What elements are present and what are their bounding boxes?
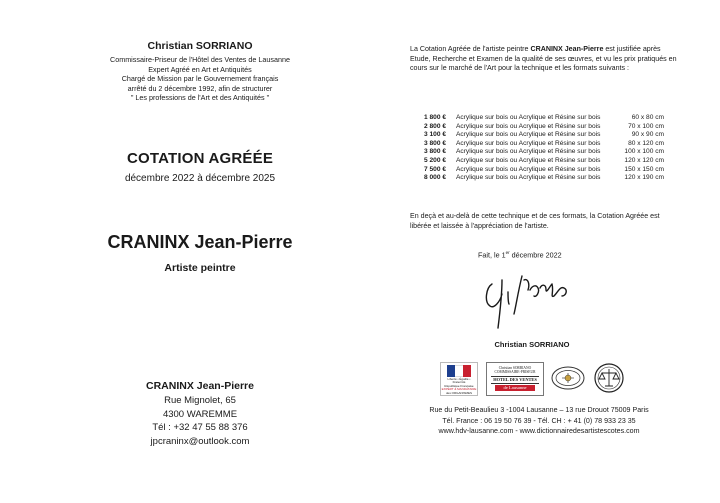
price-row [424, 174, 664, 183]
intro-before: La Cotation Agréée de l'artiste peintre [410, 45, 531, 53]
contact-block [410, 405, 668, 437]
format-value: 70 x 100 cm [628, 122, 664, 130]
credential-line: Expert Agréé en Art et Antiquités [148, 64, 252, 74]
format-value: 120 x 190 cm [624, 174, 664, 182]
format-value: 120 x 120 cm [624, 156, 664, 164]
price-row [424, 157, 664, 166]
price-value: 3 800 € [424, 148, 446, 156]
expert-credentials [0, 55, 400, 103]
price-value: 5 200 € [424, 156, 446, 164]
technique-value: Acrylique sur bois ou Acrylique et Résine sur bois [456, 165, 601, 173]
intro-paragraph [410, 45, 680, 74]
price-value: 1 800 € [424, 114, 446, 121]
logo-text: Christian SORRIANO [498, 366, 532, 370]
technique-value: Acrylique sur bois ou Acrylique et Résine sur bois [456, 148, 601, 156]
french-flag-icon [447, 365, 471, 377]
logo-text: de Lausanne [495, 385, 535, 391]
address-email: jpcraninx@outlook.com [150, 436, 250, 448]
fait-prefix: Fait, le 1 [478, 250, 506, 260]
technique-value: Acrylique sur bois ou Acrylique et Résine sur bois [456, 131, 601, 139]
price-value: 7 500 € [424, 165, 446, 173]
logo-text: EXPERT & MANDATAIRE [441, 387, 477, 392]
signature-date [478, 250, 562, 259]
intro-after: est justifiée après Etude, Recherche et Examen de la qualité de ses œuvres, et vu les prix pratiqués en cours sur le marché de l'Art pour la technique et les formats suivants : [410, 45, 677, 73]
address-city: 4300 WAREMME [162, 408, 238, 420]
price-row [424, 123, 664, 132]
outro-paragraph: En deçà et au-delà de cette technique et de ces formats, la Cotation Agréée est libérée et laissée à l'appréciation de l'artiste. [410, 212, 660, 230]
price-row [424, 166, 664, 175]
price-row [424, 131, 664, 140]
contact-phones: Tél. France : 06 19 50 76 39 - Tél. CH : + 41 (0) 78 933 23 35 [442, 416, 636, 425]
price-row [424, 148, 664, 157]
contact-web[interactable]: www.hdv-lausanne.com - www.dictionnairedesartistescotes.com [438, 427, 640, 435]
artist-address-block [0, 380, 400, 449]
technique-value: Acrylique sur bois ou Acrylique et Résine sur bois [456, 122, 601, 130]
technique-value: Acrylique sur bois ou Acrylique et Résine sur bois [456, 174, 601, 182]
price-row [424, 114, 664, 123]
price-value: 2 800 € [424, 122, 446, 130]
price-value: 3 100 € [424, 131, 446, 139]
address-name: CRANINX Jean-Pierre [146, 380, 254, 392]
artist-role: Artiste peintre [164, 262, 236, 274]
cotation-title: COTATION AGRÉÉE [126, 150, 274, 167]
technique-value: Acrylique sur bois ou Acrylique et Résine sur bois [456, 156, 601, 164]
logo-text: des ORGANISMES [445, 390, 472, 395]
price-value: 8 000 € [424, 174, 446, 182]
intro-artist: CRANINX Jean-Pierre [530, 45, 604, 53]
credential-line: " Les professions de l'Art et des Antiquités " [130, 93, 270, 102]
signer-name: Christian SORRIANO [494, 340, 570, 349]
format-value: 90 x 90 cm [631, 131, 664, 139]
fait-sup: er [505, 250, 510, 255]
logo-text: Liberté • Égalité • Fraternité [447, 377, 471, 385]
format-value: 60 x 80 cm [631, 114, 664, 121]
handwritten-signature [478, 262, 588, 332]
cotation-dates: décembre 2022 à décembre 2025 [124, 173, 276, 184]
technique-value: Acrylique sur bois ou Acrylique et Résine sur bois [456, 139, 601, 147]
format-value: 150 x 150 cm [624, 165, 664, 173]
credential-line: arrêté du 2 décembre 1992, afin de structurer [127, 83, 273, 93]
justice-scales-seal-icon [594, 362, 624, 394]
price-table [424, 114, 664, 183]
price-value: 3 800 € [424, 139, 446, 147]
address-street: Rue Mignolet, 65 [164, 394, 236, 406]
credential-line: Commissaire-Priseur de l'Hôtel des Ventes de Lausanne [110, 55, 290, 64]
technique-value: Acrylique sur bois ou Acrylique et Résine sur bois [456, 114, 601, 121]
format-value: 80 x 120 cm [628, 139, 664, 147]
experts-seal-icon [550, 362, 586, 394]
price-row [424, 140, 664, 149]
fait-suffix: décembre 2022 [509, 250, 562, 260]
address-phone: Tél : +32 47 55 88 376 [152, 422, 248, 434]
format-value: 100 x 100 cm [624, 148, 664, 156]
logo-text: République Française [444, 383, 474, 388]
expert-name: Christian SORRIANO [147, 40, 253, 52]
credential-line: Chargé de Mission par le Gouvernement français [121, 74, 279, 83]
republique-francaise-logo [440, 362, 478, 396]
contact-address: Rue du Petit-Beaulieu 3 -1004 Lausanne – 13 rue Drouot 75009 Paris [429, 406, 649, 414]
logo-text: COMMISSAIRE-PRISEUR [494, 370, 536, 375]
logo-text: HOTEL DES VENTES [491, 376, 539, 384]
artist-name: CRANINX Jean-Pierre [107, 232, 293, 252]
commissaire-priseur-logo [486, 362, 544, 396]
